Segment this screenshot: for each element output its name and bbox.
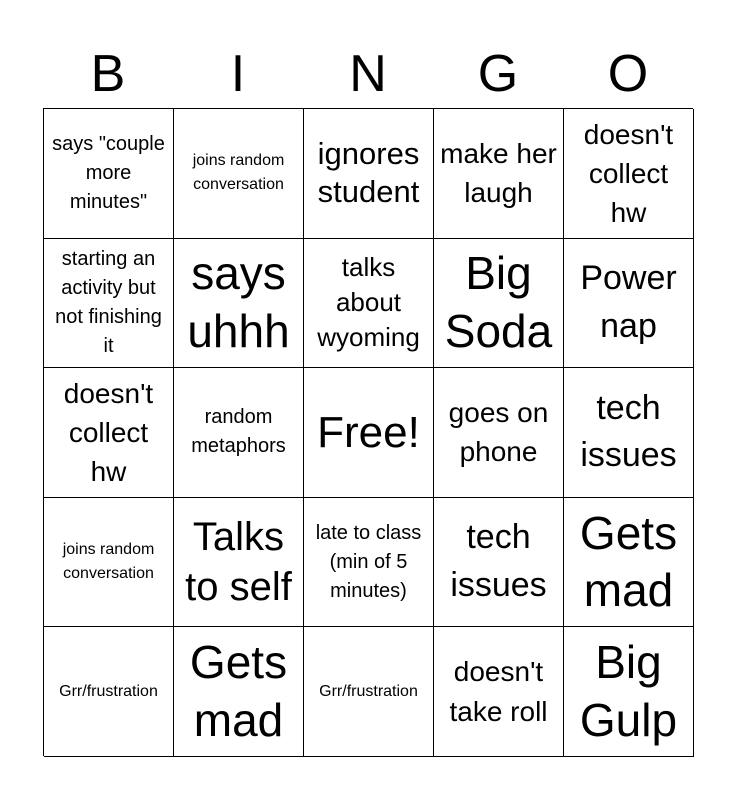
header-letter-b: B xyxy=(90,45,126,103)
cell-text: talks about wyoming xyxy=(317,252,420,353)
cell-text: Gets mad xyxy=(189,636,288,746)
cell-text: Gets mad xyxy=(579,506,678,617)
cell-text: Talks to self xyxy=(185,515,292,610)
bingo-cell-r2-c2[interactable] xyxy=(174,239,304,369)
bingo-cell-r1-c1[interactable] xyxy=(44,109,174,239)
bingo-board xyxy=(43,108,693,756)
cell-text: ignores student xyxy=(317,135,420,210)
cell-text: Big Soda xyxy=(444,247,553,357)
cell-text: tech issues xyxy=(580,388,677,475)
bingo-cell-r3-c1[interactable] xyxy=(44,368,174,498)
cell-text: Power nap xyxy=(580,259,677,345)
bingo-cell-r1-c3[interactable] xyxy=(304,109,434,239)
cell-text: random metaphors xyxy=(191,406,286,458)
bingo-cell-r1-c2[interactable] xyxy=(174,109,304,239)
bingo-cell-r1-c5[interactable] xyxy=(564,109,694,239)
bingo-cell-r2-c1[interactable] xyxy=(44,239,174,369)
cell-text: doesn't collect hw xyxy=(63,377,154,488)
header-letter-n: N xyxy=(349,45,387,103)
bingo-cell-r4-c1[interactable] xyxy=(44,498,174,628)
cell-text: joins random conversation xyxy=(192,152,285,194)
cell-text: Grr/frustration xyxy=(59,682,158,700)
bingo-cell-r1-c4[interactable] xyxy=(434,109,564,239)
cell-text: says uhhh xyxy=(187,247,290,357)
cell-text: joins random conversation xyxy=(62,541,155,583)
bingo-cell-r2-c5[interactable] xyxy=(564,239,694,369)
header-letter-i: I xyxy=(230,45,246,103)
bingo-cell-r3-c4[interactable] xyxy=(434,368,564,498)
bingo-cell-r5-c5[interactable] xyxy=(564,627,694,757)
cell-text: late to class (min of 5 minutes) xyxy=(315,521,422,602)
cell-text: tech issues xyxy=(450,518,547,605)
bingo-cell-r5-c4[interactable] xyxy=(434,627,564,757)
bingo-cell-r4-c2[interactable] xyxy=(174,498,304,628)
header-letter-o: O xyxy=(607,45,649,103)
bingo-cell-r4-c4[interactable] xyxy=(434,498,564,628)
bingo-cell-r5-c2[interactable] xyxy=(174,627,304,757)
bingo-cell-r2-c4[interactable] xyxy=(434,239,564,369)
cell-text: Free! xyxy=(317,407,420,457)
bingo-cell-r4-c5[interactable] xyxy=(564,498,694,628)
bingo-cell-r2-c3[interactable] xyxy=(304,239,434,369)
bingo-cell-r5-c1[interactable] xyxy=(44,627,174,757)
cell-text: says "couple more minutes" xyxy=(52,132,165,213)
header-letter-g: G xyxy=(477,45,519,103)
cell-text: goes on phone xyxy=(448,397,549,468)
bingo-cell-r4-c3[interactable] xyxy=(304,498,434,628)
bingo-header xyxy=(43,40,693,108)
bingo-cell-r3-c5[interactable] xyxy=(564,368,694,498)
cell-text: starting an activity but not finishing it xyxy=(55,247,162,357)
cell-text: Big Gulp xyxy=(579,636,678,746)
cell-text: doesn't collect hw xyxy=(583,118,674,228)
bingo-cell-r3-c3[interactable] xyxy=(304,368,434,498)
cell-text: make her laugh xyxy=(440,138,557,209)
cell-text: Grr/frustration xyxy=(319,682,418,700)
bingo-cell-r3-c2[interactable] xyxy=(174,368,304,498)
cell-text: doesn't take roll xyxy=(449,656,548,727)
bingo-cell-r5-c3[interactable] xyxy=(304,627,434,757)
